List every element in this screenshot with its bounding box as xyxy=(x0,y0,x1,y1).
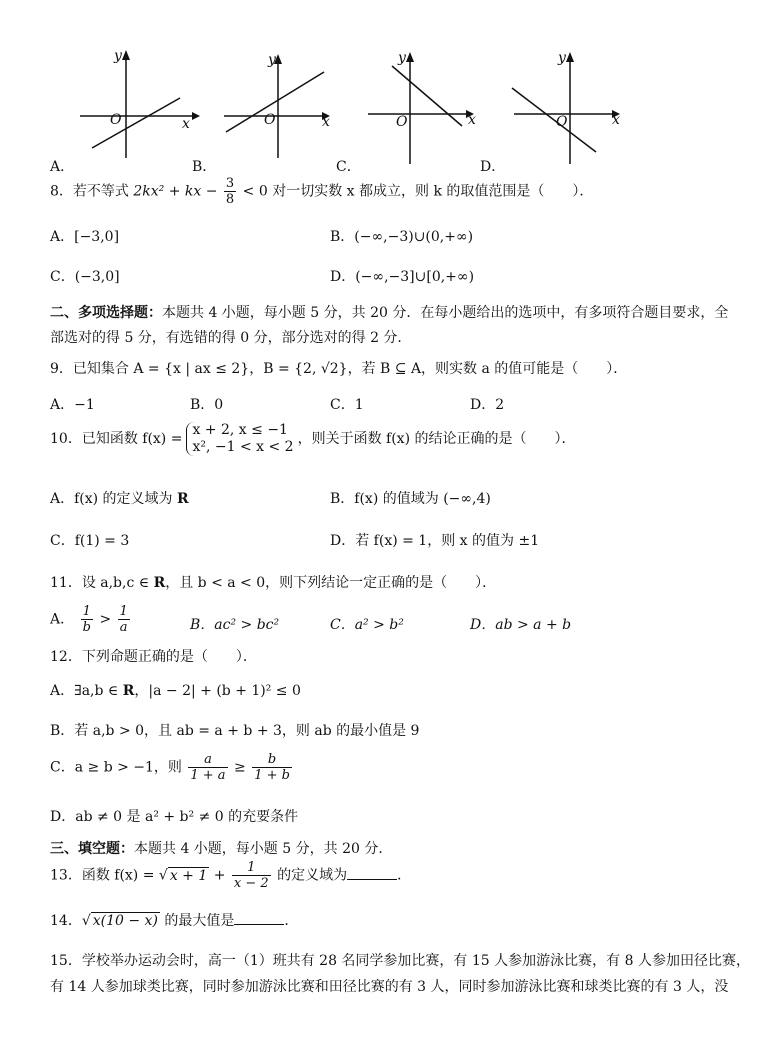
question-8-option-c: C．(−3,0] xyxy=(50,269,120,285)
graph-d-origin-label: O xyxy=(556,114,568,130)
question-10-stem: 10．已知函数 f(x) = x + 2, x ≤ −1 x², −1 < x < 2 ，则关于函数 f(x) 的结论正确的是（ ）． xyxy=(50,422,576,455)
question-8-stem: 8．若不等式 2kx² + kx − $\frac{3}{8}$ < 0 对一切实数 x 都成立，则 k 的取值范围是（ ）． xyxy=(50,176,594,207)
graph-a-option-label: A． xyxy=(50,159,75,175)
graph-c-x-label: x xyxy=(468,112,476,128)
graph-a-x-label: x xyxy=(182,116,190,132)
graph-a-y-label: y xyxy=(114,48,122,64)
graph-b xyxy=(218,48,348,158)
question-11-stem: 11．设 a,b,c ∈ R，且 b < a < 0，则下列结论一定正确的是（ ）． xyxy=(50,575,497,591)
graph-c-plot xyxy=(362,48,492,158)
question-12-option-d: D．ab ≠ 0 是 a² + b² ≠ 0 的充要条件 xyxy=(50,809,299,825)
graph-a-plot xyxy=(70,48,200,158)
graph-b-plot xyxy=(218,48,348,158)
question-11-option-b: B．ac² > bc² xyxy=(190,617,280,633)
section-2-instructions: 二、多项选择题：本题共 4 小题，每小题 5 分，共 20 分．在每小题给出的选项中，有多项符合题目要求，全 xyxy=(50,305,729,321)
question-10-option-a: A．f(x) 的定义域为 R xyxy=(50,491,189,507)
question-8-option-d: D．(−∞,−3]∪[0,+∞) xyxy=(330,269,475,285)
fraction: $\frac{3}{8}$ xyxy=(225,176,235,207)
question-9-option-c: C．1 xyxy=(330,397,364,413)
fraction: $\frac{1}{a}$ xyxy=(119,604,128,635)
graph-b-origin-label: O xyxy=(264,112,276,128)
section-2-instructions-line2: 部选对的得 5 分，有选错的得 0 分，部分选对的得 2 分． xyxy=(50,330,412,346)
question-15-line-1: 15．学校举办运动会时，高一（1）班共有 28 名同学参加比赛，有 15 人参加游泳比赛，有 8 人参加田径比赛， xyxy=(50,953,750,969)
answer-blank[interactable] xyxy=(234,923,284,925)
fraction: $\frac{1}{x - 2}$ xyxy=(233,860,269,891)
graph-b-option-label: B． xyxy=(192,159,217,175)
graph-d-x-label: x xyxy=(612,112,620,128)
piecewise-brace: x + 2, x ≤ −1 x², −1 < x < 2 xyxy=(186,422,293,456)
graph-a-origin-label: O xyxy=(110,112,122,128)
question-14-stem: 14．√ x(10 − x) 的最大值是 ． xyxy=(50,913,299,929)
section-3-heading: 三、填空题： xyxy=(50,841,134,857)
graph-c-option-label: C． xyxy=(336,159,361,175)
graph-c-origin-label: O xyxy=(396,114,408,130)
section-2-heading: 二、多项选择题： xyxy=(50,305,162,321)
question-8-option-a: A．[−3,0] xyxy=(50,229,120,245)
question-12-stem: 12．下列命题正确的是（ ）． xyxy=(50,649,257,665)
question-10-option-d: D．若 f(x) = 1，则 x 的值为 ±1 xyxy=(330,533,540,549)
section-3-instructions: 三、填空题：本题共 4 小题，每小题 5 分，共 20 分． xyxy=(50,841,393,857)
question-11-option-a: A． $\frac{1}{b}$ > $\frac{1}{a}$ xyxy=(50,604,128,635)
question-12-option-c: C．a ≥ b > −1，则 $\frac{a}{1 + a}$ ≥ $\frac{b}{1 + b}$ xyxy=(50,752,290,783)
question-13-stem: 13．函数 f(x) = √ x + 1 + $\frac{1}{x - 2}$ 的定义域为 ． xyxy=(50,860,412,891)
question-12-option-a: A．∃a,b ∈ R，|a − 2| + (b + 1)² ≤ 0 xyxy=(50,683,301,699)
question-10-option-c: C．f(1) = 3 xyxy=(50,533,130,549)
graph-d-option-label: D． xyxy=(480,159,506,175)
fraction: $\frac{b}{1 + b}$ xyxy=(254,752,290,783)
question-11-option-c: C．a² > b² xyxy=(330,617,404,633)
graph-a xyxy=(70,48,200,158)
question-9-option-b: B．0 xyxy=(190,397,224,413)
fraction: $\frac{a}{1 + a}$ xyxy=(190,752,226,783)
graph-c-y-label: y xyxy=(398,50,406,66)
question-9-stem: 9．已知集合 A = {x | ax ≤ 2}，B = {2, √2}，若 B ⊆ A，则实数 a 的值可能是（ ）． xyxy=(50,361,628,377)
question-12-option-b: B．若 a,b > 0，且 ab = a + b + 3，则 ab 的最小值是 9 xyxy=(50,723,420,739)
question-9-option-d: D．2 xyxy=(470,397,505,413)
question-11-option-d: D．ab > a + b xyxy=(470,617,572,633)
question-9-option-a: A．−1 xyxy=(50,397,95,413)
question-10-option-b: B．f(x) 的值域为 (−∞,4) xyxy=(330,491,491,507)
answer-blank[interactable] xyxy=(347,878,397,880)
graph-b-y-label: y xyxy=(268,52,276,68)
question-15-line-2: 有 14 人参加球类比赛，同时参加游泳比赛和田径比赛的有 3 人，同时参加游泳比赛和球类比赛的有 3 人，没 xyxy=(50,979,729,995)
question-8-option-b: B．(−∞,−3)∪(0,+∞) xyxy=(330,229,474,245)
graph-d xyxy=(508,48,638,158)
graph-d-y-label: y xyxy=(558,50,566,66)
graph-c xyxy=(362,48,492,158)
fraction: $\frac{1}{b}$ xyxy=(82,604,91,635)
graph-b-x-label: x xyxy=(322,114,330,130)
graph-d-plot xyxy=(508,48,638,158)
